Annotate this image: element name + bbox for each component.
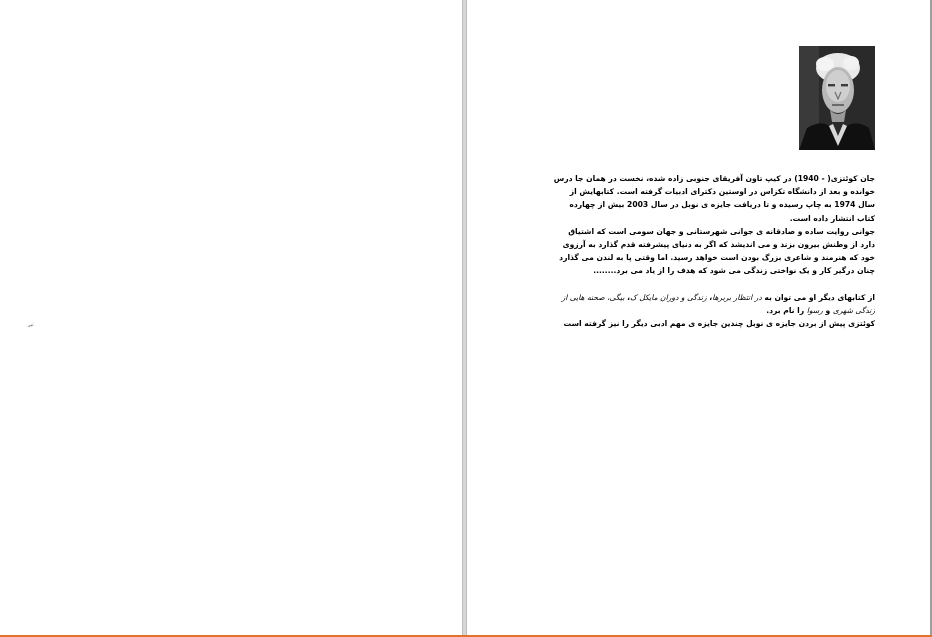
book-title-boyhood: بیگی، صحنه هایی از زندگی شهری: [561, 292, 875, 315]
paragraph-awards: کوئتزی پیش از بردن جایزه ی نوبل چندین جایزه ی مهم ادبی دیگر را نیز گرفته است: [563, 319, 875, 329]
separator: ،: [624, 292, 630, 302]
paragraph-youth-summary: جوانی روایت ساده و صادقانه ی جوانی شهرستانی و جهان سومی است که اشتیاق دارد از وطنش بیرون بزند و می اندیشد که اگر به دنیای پیشرفته قدم گذارد به آرزوی خود که هنرمند و شاعری بزرگ بودن است خواهد رسید. اما وقتی پا به لندن می گذارد چنان درگیر کار و یک نواختی زندگی می شود که هدف را از یاد می برد........: [559, 226, 875, 276]
book-title-michael-k: زندگی و دوران مایکل ک: [629, 292, 707, 302]
paragraph-biography: جان کوئتزی( - 1940) در کیپ تاون آفریقای جنوبی زاده شده، نخست در همان جا درس خوانده و بعد از دانشگاه تکزاس در اوستین دکترای ادبیات گرفته است. کتابهایش از سال 1974 به چاپ رسیده و تا دریافت جایزه ی نوبل در سال 2003 بیش از چهارده کتاب انتشار داده است.: [553, 174, 875, 223]
page-mark: تیر: [28, 322, 34, 328]
author-portrait-icon: [799, 46, 875, 150]
paragraph-other-books: [553, 291, 875, 317]
other-books-end: را نام برد.: [766, 305, 807, 315]
book-title-barbarians: در انتظار بربرها: [712, 292, 762, 302]
other-books-intro: از کتابهای دیگر او می توان به: [761, 292, 875, 302]
article-text: [553, 172, 875, 330]
right-page: [466, 0, 932, 635]
paragraph-spacer: [553, 278, 875, 291]
book-title-disgrace: رسوا: [806, 305, 823, 315]
left-page: [0, 0, 463, 635]
separator: و: [822, 305, 833, 315]
separator: ،: [706, 292, 713, 302]
